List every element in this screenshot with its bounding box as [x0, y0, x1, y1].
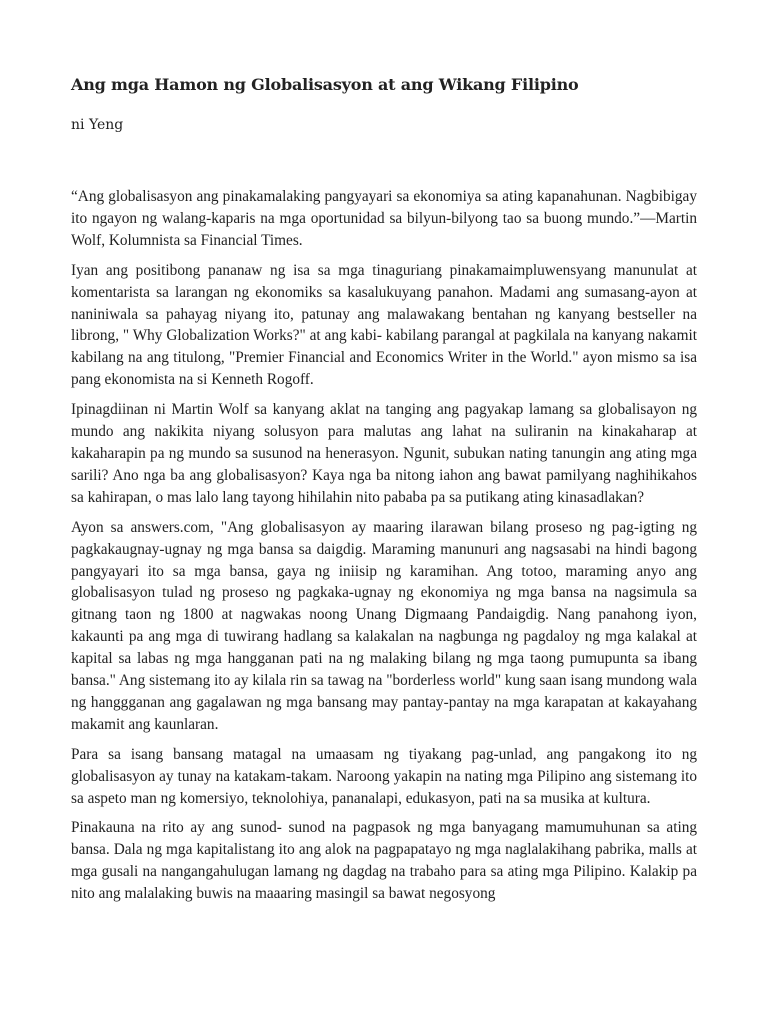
paragraph-4: Ayon sa answers.com, "Ang globalisasyon ay maaring ilarawan bilang proseso ng pag-igting ng pagkakaugnay-ugnay ng mga bansa sa daigdig. Maraming manunuri ang nagsasabi na hindi bagong pangyayari ito sa mga bansa, gaya ng iniisip ng karamihan. Ang totoo, maraming anyo ang globalisasyon tulad ng proseso ng pagkaka-ugnay ng ekonomiya ng mga bansa na nagsimula sa gitnang taon ng 1800 at nagwakas noong Unang Digmaang Pandaigdig. Nang panahong iyon, kakaunti pa ang mga di tuwirang hadlang sa kalakalan na nagbunga ng pagdaloy ng mga kalakal at kapital sa labas ng mga hangganan pati na ng malaking bilang ng mga taong pumupunta sa ibang bansa." Ang sistemang ito ay kilala rin sa tawag na "borderless world" kung saan isang mundong wala ng hanggganan ang gagalawan ng mga bansang may pantay-pantay na mga karapatan at kakayahang makamit ang kaunlaran.	[71, 518, 697, 733]
document-body	[71, 186, 697, 905]
document-author: ni Yeng	[71, 117, 124, 133]
document-title: Ang mga Hamon ng Globalisasyon at ang Wikang Filipino	[71, 75, 579, 94]
paragraph-5: Para sa isang bansang matagal na umaasam ng tiyakang pag-unlad, ang pangakong ito ng globalisasyon ay tunay na katakam-takam. Naroong yakapin na nating mga Pilipino ang sistemang ito sa aspeto man ng komersiyo, teknolohiya, pananalapi, edukasyon, pati na sa musika at kultura.	[71, 745, 697, 807]
paragraph-3: Ipinagdiinan ni Martin Wolf sa kanyang aklat na tanging ang pagyakap lamang sa globalisayon ng mundo ang nakikita niyang solusyon para malutas ang lahat na suliranin na kinakaharap at kakaharapin pa ng mundo sa susunod na henerasyon. Ngunit, subukan nating tanungin ang ating mga sarili? Ano nga ba ang globalisasyon? Kaya nga ba nitong iahon ang bawat pamilyang naghihikahos sa kahirapan, o mas lalo lang tayong hihilahin nito pababa pa sa putikang ating kinasadlakan?	[71, 401, 697, 506]
paragraph-1: “Ang globalisasyon ang pinakamalaking pangyayari sa ekonomiya sa ating kapanahunan. Nagbibigay ito ngayon ng walang-kaparis na mga oportunidad sa bilyun-bilyong tao sa buong mundo.”—Martin Wolf, Kolumnista sa Financial Times.	[71, 188, 697, 249]
paragraph-6: Pinakauna na rito ay ang sunod- sunod na pagpasok ng mga banyagang mamumuhunan sa ating bansa. Dala ng mga kapitalistang ito ang alok na pagpapatayo ng mga naglalakihang pabrika, malls at mga gusali na nangangahulugan lamang ng dagdag na trabaho para sa ating mga Pilipino. Kalakip pa nito ang malalaking buwis na maaaring masingil sa bawat negosyong	[71, 819, 697, 903]
paragraph-2: Iyan ang positibong pananaw ng isa sa mga tinaguriang pinakamaimpluwensyang manunulat at komentarista sa larangan ng ekonomiks sa kasalukuyang panahon. Madami ang sumasang-ayon at naniniwala sa pahayag niyang ito, patunay ang malawakang bentahan ng kanyang bestseller na librong, " Why Globalization Works?" at ang kabi- kabilang parangal at pagkilala na kanyang nakamit kabilang na ang titulong, "Premier Financial and Economics Writer in the World." ayon mismo sa isa pang ekonomista na si Kenneth Rogoff.	[71, 261, 697, 389]
document-page	[71, 72, 697, 913]
